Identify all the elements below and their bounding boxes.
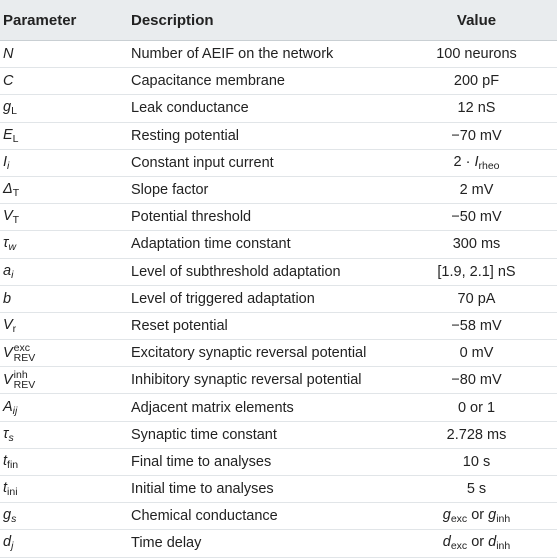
description-cell: Number of AEIF on the network: [128, 41, 396, 68]
parameter-cell: [0, 312, 128, 339]
description-cell: Level of triggered adaptation: [128, 285, 396, 312]
table-row: [0, 285, 557, 312]
value-cell: 2 mV: [396, 176, 557, 203]
description-cell: Chemical conductance: [128, 503, 396, 530]
value-cell: 70 pA: [396, 285, 557, 312]
parameter-cell: [0, 41, 128, 68]
parameter-cell: [0, 367, 128, 394]
parameter-subscript: REV: [13, 352, 36, 365]
parameter-cell: [0, 149, 128, 176]
parameter-symbol: V: [3, 316, 13, 333]
parameter-symbol: A: [3, 398, 13, 415]
value-subscript: rheo: [478, 159, 500, 172]
table-row: [0, 204, 557, 231]
parameter-superscript: exc: [13, 342, 31, 355]
description-cell: Reset potential: [128, 312, 396, 339]
table-row: [0, 367, 557, 394]
parameter-subscript: REV: [13, 379, 36, 392]
parameter-superscript: inh: [13, 369, 28, 382]
value-cell: 10 s: [396, 448, 557, 475]
table-header-row: [0, 0, 557, 41]
parameter-subscript: L: [12, 132, 19, 145]
value-cell: −58 mV: [396, 312, 557, 339]
parameter-cell: [0, 394, 128, 421]
table-row: [0, 394, 557, 421]
value-symbol: $g_{exc}$: [442, 507, 468, 526]
parameter-cell: [0, 176, 128, 203]
parameter-subscript: w: [8, 241, 17, 254]
parameter-subscript: fin: [7, 458, 19, 471]
value-symbol: $d_{inh}$: [488, 534, 511, 553]
value-cell: −80 mV: [396, 367, 557, 394]
value-cell: 2.728 ms: [396, 421, 557, 448]
value-cell: 0 mV: [396, 340, 557, 367]
description-cell: Adaptation time constant: [128, 231, 396, 258]
parameter-symbol: τ: [3, 425, 9, 442]
parameter-symbol: I: [3, 153, 8, 170]
parameter-subscript: ini: [7, 486, 18, 499]
parameter-subscript: i: [11, 268, 14, 281]
parameter-symbol: N: [3, 46, 14, 63]
table-row: [0, 41, 557, 68]
description-cell: Initial time to analyses: [128, 476, 396, 503]
parameter-subscript: s: [11, 513, 17, 526]
value-subscript: exc: [450, 513, 468, 526]
value-cell: $d_{exc}$ or $d_{inh}$: [396, 530, 557, 557]
description-cell: Constant input current: [128, 149, 396, 176]
parameter-subscript: r: [12, 322, 17, 335]
description-cell: Potential threshold: [128, 204, 396, 231]
parameter-supsub: [14, 343, 36, 363]
parameter-symbol: E: [3, 126, 13, 143]
parameter-cell: [0, 448, 128, 475]
table-row: [0, 421, 557, 448]
parameter-symbol: t: [3, 480, 8, 497]
value-cell: −50 mV: [396, 204, 557, 231]
parameter-subscript: ij: [12, 404, 18, 417]
parameter-subscript: T: [12, 187, 20, 200]
value-symbol: $I_{rheo}$: [474, 153, 500, 172]
parameter-cell: [0, 421, 128, 448]
table-row: [0, 231, 557, 258]
description-cell: Final time to analyses: [128, 448, 396, 475]
table-row: [0, 68, 557, 95]
parameter-symbol: d: [3, 534, 12, 551]
description-cell: Slope factor: [128, 176, 396, 203]
table-row: [0, 476, 557, 503]
parameter-subscript: i: [7, 159, 10, 172]
parameter-cell: [0, 258, 128, 285]
parameter-cell: [0, 231, 128, 258]
parameter-symbol: V: [3, 344, 13, 361]
value-symbol: $g_{inh}$: [488, 507, 511, 526]
parameter-cell: [0, 340, 128, 367]
parameter-symbol: g: [3, 99, 12, 116]
value-cell: −70 mV: [396, 122, 557, 149]
description-cell: Inhibitory synaptic reversal potential: [128, 367, 396, 394]
header-value: Value: [396, 0, 557, 41]
parameter-subscript: T: [12, 214, 20, 227]
description-cell: Capacitance membrane: [128, 68, 396, 95]
parameter-cell: [0, 204, 128, 231]
parameter-cell: [0, 122, 128, 149]
table-row: [0, 122, 557, 149]
table-row: [0, 258, 557, 285]
table-row: [0, 448, 557, 475]
header-description: Description: [128, 0, 396, 41]
parameter-symbol: τ: [3, 235, 9, 252]
parameter-symbol: Δ: [3, 181, 13, 198]
value-cell: 5 s: [396, 476, 557, 503]
header-parameter: Parameter: [0, 0, 128, 41]
value-cell: $g_{exc}$ or $g_{inh}$: [396, 503, 557, 530]
description-cell: Leak conductance: [128, 95, 396, 122]
parameter-subscript: L: [11, 105, 17, 118]
description-cell: Level of subthreshold adaptation: [128, 258, 396, 285]
table-row: [0, 312, 557, 339]
value-cell: 0 or 1: [396, 394, 557, 421]
value-cell: 300 ms: [396, 231, 557, 258]
description-cell: Resting potential: [128, 122, 396, 149]
parameter-cell: [0, 68, 128, 95]
parameter-subscript: j: [11, 540, 14, 553]
parameter-cell: [0, 503, 128, 530]
value-symbol: $d_{exc}$: [442, 534, 468, 553]
parameter-cell: [0, 476, 128, 503]
parameter-symbol: V: [3, 208, 13, 225]
value-cell: 12 nS: [396, 95, 557, 122]
parameter-cell: [0, 95, 128, 122]
description-cell: Excitatory synaptic reversal potential: [128, 340, 396, 367]
table-row: [0, 503, 557, 530]
value-subscript: inh: [496, 513, 511, 526]
value-cell: [1.9, 2.1] nS: [396, 258, 557, 285]
parameter-symbol: V: [3, 372, 13, 389]
value-subscript: inh: [496, 540, 511, 553]
description-cell: Synaptic time constant: [128, 421, 396, 448]
parameter-cell: [0, 285, 128, 312]
value-cell: 200 pF: [396, 68, 557, 95]
parameter-symbol: a: [3, 262, 12, 279]
table-row: [0, 95, 557, 122]
parameter-subscript: s: [8, 431, 14, 444]
table-row: [0, 176, 557, 203]
value-subscript: exc: [450, 540, 468, 553]
parameter-symbol: b: [3, 290, 12, 307]
parameter-supsub: [14, 370, 36, 390]
parameter-symbol: C: [3, 73, 14, 90]
parameter-symbol: t: [3, 452, 8, 469]
value-cell: 100 neurons: [396, 41, 557, 68]
value-cell: $2 \cdot I_{rheo}$: [396, 149, 557, 176]
parameter-symbol: g: [3, 507, 12, 524]
table-row: [0, 340, 557, 367]
table-row: [0, 149, 557, 176]
description-cell: Adjacent matrix elements: [128, 394, 396, 421]
description-cell: Time delay: [128, 530, 396, 557]
